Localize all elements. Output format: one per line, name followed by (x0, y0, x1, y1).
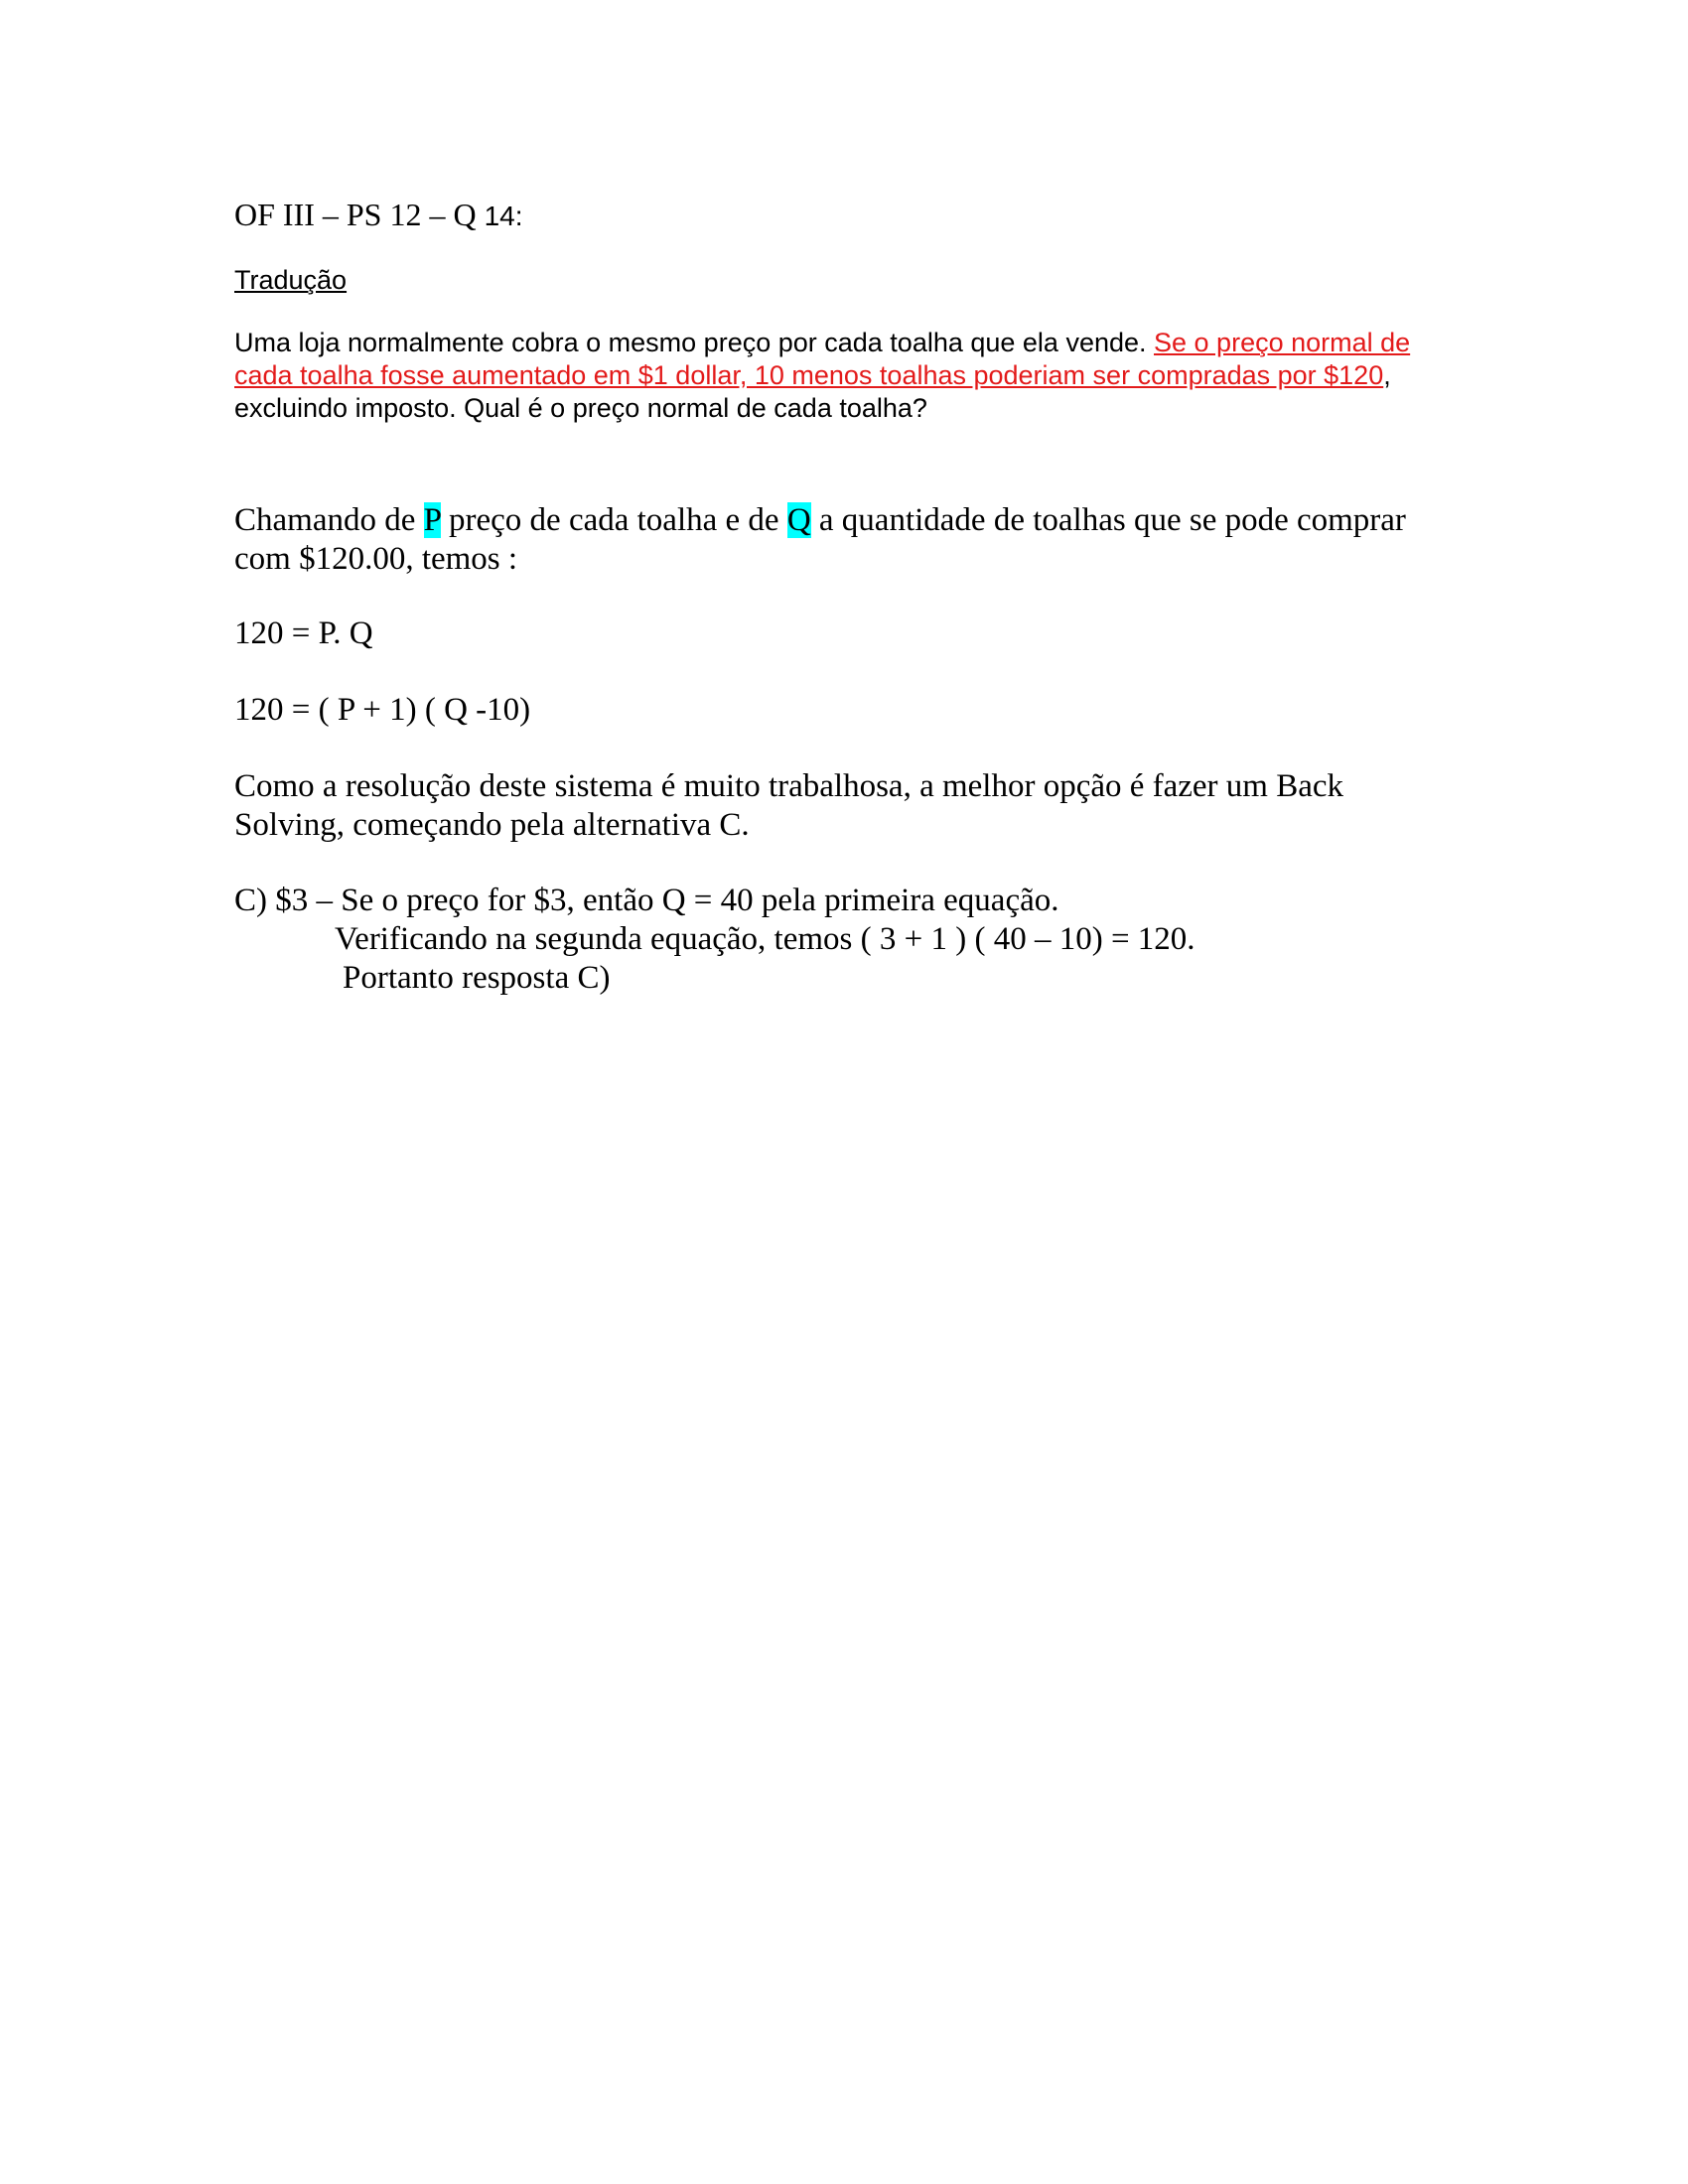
intro-between: preço de cada toalha e de (440, 502, 787, 538)
translation-paragraph (234, 327, 1410, 425)
explanation-paragraph (234, 767, 1343, 845)
explanation-line-1: Como a resolução deste sistema é muito trabalhosa, a melhor opção é fazer um Back (234, 768, 1344, 804)
solution-intro (234, 501, 1406, 579)
equation-1: 120 = P. Q (234, 615, 373, 651)
title-main: OF III – PS 12 – Q (234, 197, 485, 232)
variable-q-highlight: Q (786, 502, 811, 538)
answer-line-3: Portanto resposta C) (343, 960, 611, 996)
translation-highlight-part-2: cada toalha fosse aumentado em $1 dollar, 10 menos toalhas poderiam ser compradas por $120 (234, 360, 1384, 390)
translation-line-2 (234, 359, 1410, 392)
variable-p-highlight: P (423, 502, 441, 538)
title-question-number: 14: (484, 201, 523, 231)
section-heading: Tradução (234, 265, 348, 295)
intro-after-q: a quantidade de toalhas que se pode comprar (810, 502, 1406, 538)
equation-2: 120 = ( P + 1) ( Q -10) (234, 692, 531, 728)
solution-intro-line-1 (234, 501, 1406, 540)
intro-before-p: Chamando de (234, 502, 424, 538)
answer-line-2: Verificando na segunda equação, temos ( 3 + 1 ) ( 40 – 10) = 120. (335, 921, 1196, 957)
answer-line-1: C) $3 – Se o preço for $3, então Q = 40 pela primeira equação. (234, 883, 1059, 918)
translation-highlight-part-1: Se o preço normal de (1154, 328, 1411, 357)
translation-line-3: excluindo imposto. Qual é o preço normal de cada toalha? (234, 393, 927, 423)
page-title (234, 195, 523, 236)
translation-line-1 (234, 327, 1410, 359)
translation-plain-start: Uma loja normalmente cobra o mesmo preço por cada toalha que ela vende. (234, 328, 1155, 357)
translation-comma: , (1383, 360, 1391, 390)
solution-intro-line-2: com $120.00, temos : (234, 541, 518, 577)
answer-paragraph (234, 882, 1196, 998)
explanation-line-2: Solving, começando pela alternativa C. (234, 807, 750, 843)
